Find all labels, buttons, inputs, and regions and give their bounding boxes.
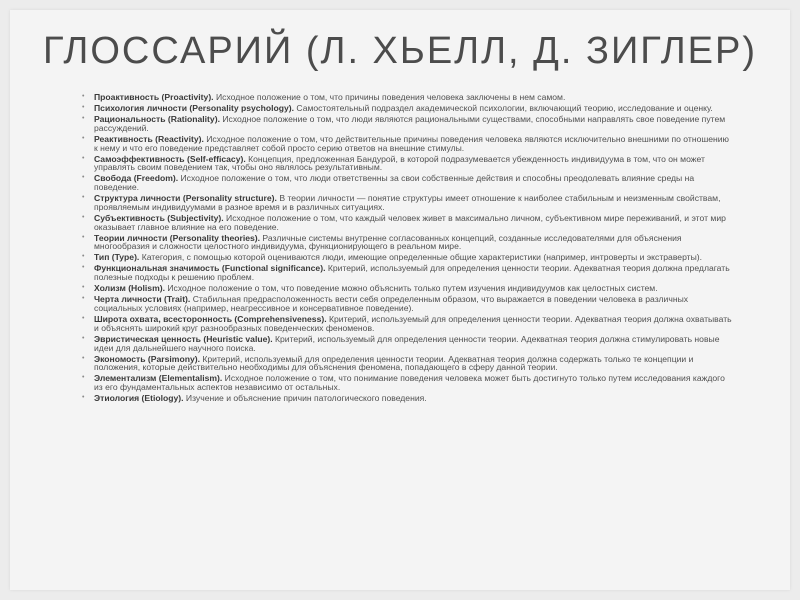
bullet-icon: • bbox=[82, 233, 85, 241]
glossary-term: Проактивность (Proactivity). bbox=[94, 92, 214, 102]
bullet-icon: • bbox=[82, 264, 85, 272]
bullet-icon: • bbox=[82, 295, 85, 303]
glossary-entry bbox=[82, 234, 734, 252]
glossary-list bbox=[82, 93, 734, 405]
glossary-entry bbox=[82, 394, 734, 403]
glossary-term: Психология личности (Personality psychology). bbox=[94, 102, 294, 113]
glossary-entry bbox=[82, 253, 734, 262]
glossary-entry bbox=[82, 284, 734, 293]
glossary-definition: Концепция, предложенная Бандурой, в которой подразумевается убежденность индивидуума в том, что он может управлять своим поведением так, чтобы оно являлось результативным. bbox=[94, 153, 705, 173]
glossary-definition: Исходное положение о том, что причины поведения человека заключены в нем самом. bbox=[213, 92, 566, 102]
glossary-definition: Исходное положение о том, что каждый человек живет в максимально личном, субъективном мире переживаний, и этот мир оказывает главное влияние на его поведение. bbox=[94, 212, 726, 232]
bullet-icon: • bbox=[82, 194, 85, 202]
glossary-term: Функциональная значимость (Functional significance). bbox=[94, 263, 326, 274]
bullet-icon: • bbox=[82, 253, 85, 261]
glossary-entry bbox=[82, 104, 734, 113]
slide bbox=[10, 10, 790, 590]
glossary-entry bbox=[82, 335, 734, 353]
glossary-definition: Самостоятельный подраздел академической психологии, включающий теорию, исследование и оценку. bbox=[294, 102, 713, 113]
glossary-term: Холизм (Holism). bbox=[94, 283, 165, 294]
glossary-definition: Критерий, используемый для определения ценности теории. Адекватная теория должна охватывать и объяснять широкий круг разнообразных поведенческих феноменов. bbox=[94, 313, 732, 333]
glossary-entry bbox=[82, 315, 734, 333]
bullet-icon: • bbox=[82, 394, 85, 402]
glossary-definition: Исходное положение о том, что поведение можно объяснить только путем изучения индивидуумов как целостных систем. bbox=[164, 283, 658, 294]
bullet-icon: • bbox=[82, 334, 85, 342]
bullet-icon: • bbox=[82, 213, 85, 221]
bullet-icon: • bbox=[82, 154, 85, 162]
bullet-icon: • bbox=[82, 93, 85, 100]
glossary-term: Реактивность (Reactivity). bbox=[94, 133, 204, 144]
glossary-definition: Критерий, используемый для определения ценности теории. Адекватная теория должна предлагать полезные подходы к решению проблем. bbox=[94, 263, 730, 283]
glossary-definition: Исходное положение о том, что люди ответственны за свои собственные действия и способны преодолевать влияние среды на поведение. bbox=[94, 173, 695, 193]
bullet-icon: • bbox=[82, 354, 85, 362]
glossary-definition: Критерий, используемый для определения ценности теории. Адекватная теория должна стимулировать новые идеи для дальнейшего научного поиска. bbox=[94, 333, 720, 353]
glossary-term: Самоэффективность (Self-efficacy). bbox=[94, 153, 246, 164]
glossary-entry bbox=[82, 374, 734, 392]
glossary-entry bbox=[82, 115, 734, 133]
glossary-definition: Исходное положение о том, что действительные причины поведения человека являются исключительно внешними по отношению к нему и что его поведение представляет собой просто серию ответов на внешние стимулы. bbox=[94, 133, 730, 153]
glossary-term: Черта личности (Trait). bbox=[94, 294, 191, 305]
glossary-entry bbox=[82, 295, 734, 313]
bullet-icon: • bbox=[82, 314, 85, 322]
glossary-entry bbox=[82, 264, 734, 282]
glossary-entry bbox=[82, 355, 734, 373]
glossary-term: Элементализм (Elementalism). bbox=[94, 373, 223, 384]
glossary-term: Структура личности (Personality structure). bbox=[94, 193, 277, 204]
glossary-term: Рациональность (Rationality). bbox=[94, 113, 220, 124]
glossary-entry bbox=[82, 93, 734, 102]
glossary-term: Этиология (Etiology). bbox=[94, 393, 184, 404]
glossary-term: Эвристическая ценность (Heuristic value). bbox=[94, 333, 273, 344]
slide-title: ГЛОССАРИЙ (Л. ХЬЕЛЛ, Д. ЗИГЛЕР) bbox=[42, 30, 758, 72]
glossary-entry bbox=[82, 174, 734, 192]
bullet-icon: • bbox=[82, 114, 85, 122]
glossary-definition: Исходное положение о том, что понимание поведения человека может быть достигнуто только путем исследования каждого из его фундаментальных аспектов независимо от остальных. bbox=[94, 373, 725, 393]
glossary-definition: Стабильная предрасположенность вести себя определенным образом, что выражается в поведении человека в различных социальных условиях (например, неагрессивное и консервативное поведение). bbox=[94, 294, 689, 313]
glossary-term: Теории личности (Personality theories). bbox=[94, 232, 261, 243]
glossary-entry bbox=[82, 135, 734, 153]
glossary-definition: Различные системы внутренне согласованных концепций, созданные исследователями для объяснения многообразия и сложности целостного индивидуума, функционирующего в реальном мире. bbox=[94, 232, 682, 252]
glossary-definition: В теории личности — понятие структуры имеет отношение к наиболее стабильным и неизменным свойствам, проявляемым индивидуумами в разное время и в различных ситуациях. bbox=[94, 193, 721, 212]
glossary-term: Субъективность (Subjectivity). bbox=[94, 212, 224, 223]
glossary-entry bbox=[82, 155, 734, 173]
glossary-term: Тип (Type). bbox=[94, 252, 140, 263]
glossary-definition: Категория, с помощью которой оцениваются люди, имеющие определенные общие характеристики (например, интроверты и экстраверты). bbox=[139, 252, 703, 263]
glossary-definition: Исходное положение о том, что люди являются рациональными существами, способными направлять свое поведение путем рассуждений. bbox=[94, 113, 726, 133]
glossary-term: Свобода (Freedom). bbox=[94, 173, 179, 184]
glossary-definition: Критерий, используемый для определения ценности теории. Адекватная теория должна содержать только те концепции и положения, которые действительно необходимы для объяснения феномена, попадающего в сферу данной теории. bbox=[94, 353, 694, 373]
glossary-term: Экономость (Parsimony). bbox=[94, 353, 200, 364]
bullet-icon: • bbox=[82, 284, 85, 292]
bullet-icon: • bbox=[82, 174, 85, 182]
bullet-icon: • bbox=[82, 134, 85, 142]
glossary-entry bbox=[82, 214, 734, 232]
glossary-entry bbox=[82, 194, 734, 212]
bullet-icon: • bbox=[82, 103, 85, 111]
bullet-icon: • bbox=[82, 374, 85, 382]
glossary-term: Широта охвата, всесторонность (Comprehensiveness). bbox=[94, 313, 327, 324]
glossary-definition: Изучение и объяснение причин патологического поведения. bbox=[183, 393, 427, 404]
